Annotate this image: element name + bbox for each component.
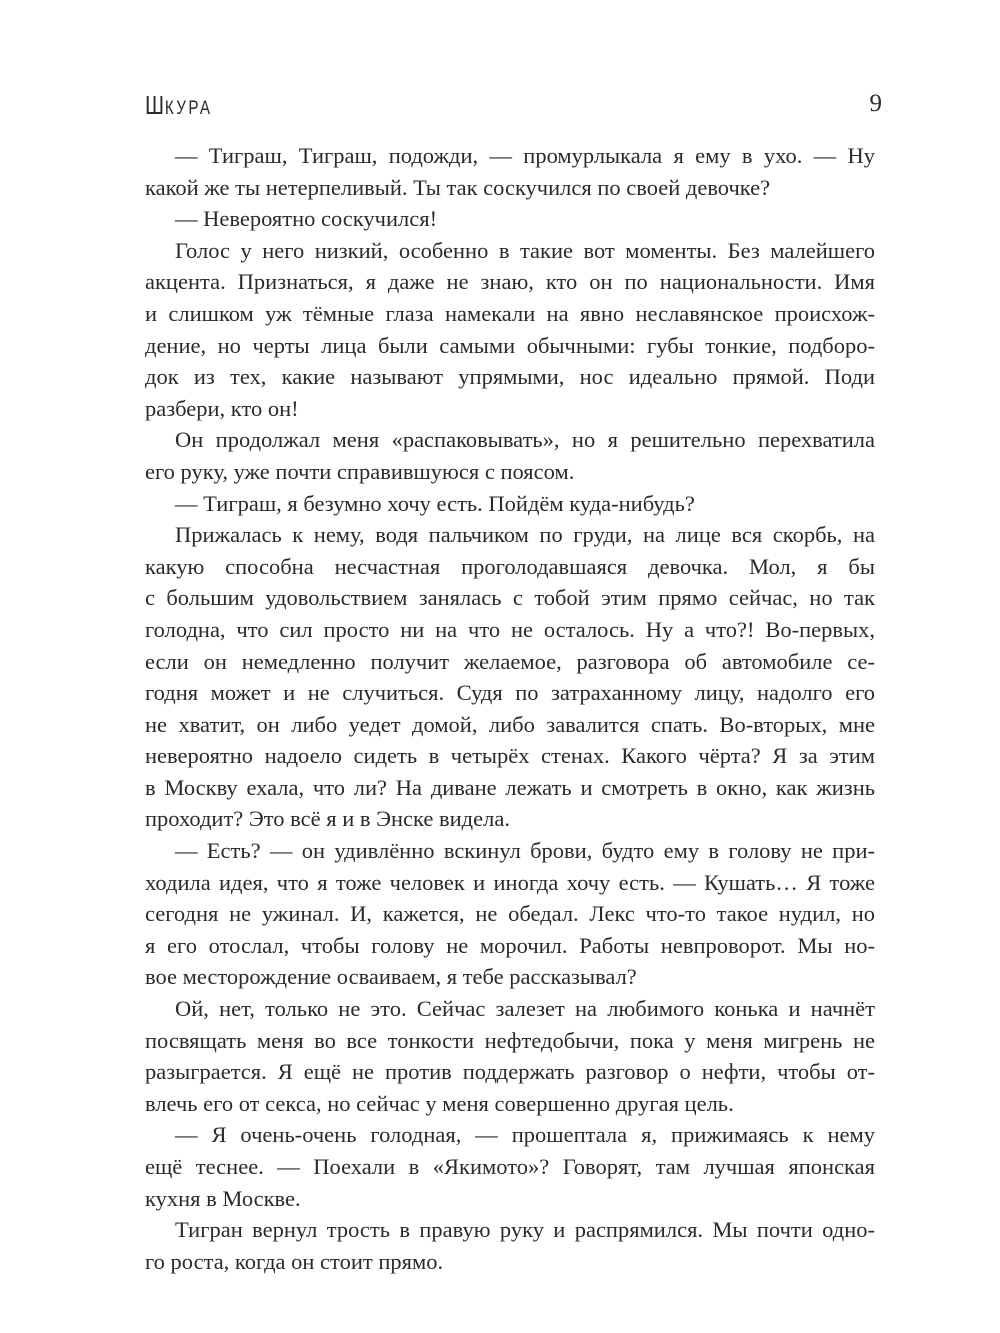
text-line: Голос у него низкий, особенно в такие вот моменты. Без малейшего [175, 237, 875, 263]
running-title-rest: КУРА [164, 98, 213, 119]
paragraph [145, 140, 875, 203]
text-line: Тигран вернул трость в правую руку и распрямился. Мы почти одно- [175, 1217, 875, 1243]
text-line: Ой, нет, только не это. Сейчас залезет на любимого конька и начнёт [175, 996, 875, 1022]
text-line: дение, но черты лица были самыми обычными: губы тонкие, подборо- [145, 332, 875, 358]
paragraph [145, 488, 875, 520]
text-line: разбери, кто он! [145, 395, 299, 421]
text-line: акцента. Признаться, я даже не знаю, кто он по национальности. Имя [145, 269, 875, 295]
text-line: его руку, уже почти справившуюся с поясом. [145, 458, 575, 484]
text-line: сегодня не ужинал. И, кажется, не обедал. Лекс что-то такое нудил, но [145, 901, 875, 927]
text-line: влечь его от секса, но сейчас у меня совершенно другая цель. [145, 1090, 734, 1116]
text-line: годня может и не случиться. Судя по затраханному лицу, надолго его [145, 680, 875, 706]
text-line: ещё теснее. — Поехали в «Якимото»? Говорят, там лучшая японская [145, 1154, 875, 1179]
text-line: я его отослал, чтобы голову не морочил. Работы невпроворот. Мы но- [145, 932, 875, 958]
text-line: док из тех, какие называют упрямыми, нос идеально прямой. Поди [145, 364, 875, 390]
text-line: с большим удовольствием занялась с тобой этим прямо сейчас, но так [145, 585, 875, 611]
text-line: — Есть? — он удивлённо вскинул брови, будто ему в голову не при- [175, 838, 875, 864]
text-line: вое месторождение осваиваем, я тебе рассказывал? [145, 964, 637, 990]
text-line: посвящать меня во все тонкости нефтедобычи, пока у меня мигрень не [145, 1027, 875, 1053]
text-line: — Тиграш, я безумно хочу есть. Пойдём куда-нибудь? [175, 490, 695, 516]
running-title-initial: Ш [145, 90, 165, 120]
text-line: — Тиграш, Тиграш, подожди, — промурлыкала я ему в ухо. — Ну [175, 143, 875, 168]
text-line: голодна, что сил просто ни на что не осталось. Ну а что?! Во-первых, [145, 616, 875, 642]
paragraph [145, 993, 875, 1119]
text-line: Прижалась к нему, водя пальчиком по груди, на лице вся скорбь, на [175, 522, 875, 548]
text-line: го роста, когда он стоит прямо. [145, 1248, 444, 1274]
text-line: — Я очень-очень голодная, — прошептала я, прижимаясь к нему [175, 1122, 875, 1148]
paragraph [145, 835, 875, 993]
paragraph [145, 1214, 875, 1277]
paragraph [145, 519, 875, 835]
paragraph [145, 203, 875, 235]
body-text [145, 140, 875, 1277]
page-header [145, 90, 882, 122]
text-line: — Невероятно соскучился! [175, 206, 438, 232]
paragraph [145, 235, 875, 425]
text-line: в Москву ехала, что ли? На диване лежать и смотреть в окно, как жизнь [145, 774, 875, 800]
text-line: какой же ты нетерпеливый. Ты так соскучился по своей девочке? [145, 174, 771, 200]
paragraph [145, 1119, 875, 1214]
text-line: Он продолжал меня «распаковывать», но я решительно перехватила [175, 427, 875, 453]
text-line: разыграется. Я ещё не против поддержать разговор о нефти, чтобы от- [145, 1059, 875, 1085]
text-line: если он немедленно получит желаемое, разговора об автомобиле се- [145, 648, 875, 674]
text-line: какую способна несчастная проголодавшаяся девочка. Мол, я бы [145, 553, 875, 579]
page-number: 9 [869, 90, 882, 117]
text-line: ходила идея, что я тоже человек и иногда хочу есть. — Кушать… Я тоже [145, 869, 875, 895]
text-line: кухня в Москве. [145, 1185, 301, 1211]
text-line: проходит? Это всё я и в Энске видела. [145, 806, 510, 832]
paragraph [145, 424, 875, 487]
text-line: не хватит, он либо уедет домой, либо завалится спать. Во-вторых, мне [145, 711, 875, 737]
running-title [145, 90, 212, 121]
text-line: и слишком уж тёмные глаза намекали на явно неславянское происхож- [145, 300, 875, 326]
text-line: невероятно надоело сидеть в четырёх стенах. Какого чёрта? Я за этим [145, 743, 875, 769]
